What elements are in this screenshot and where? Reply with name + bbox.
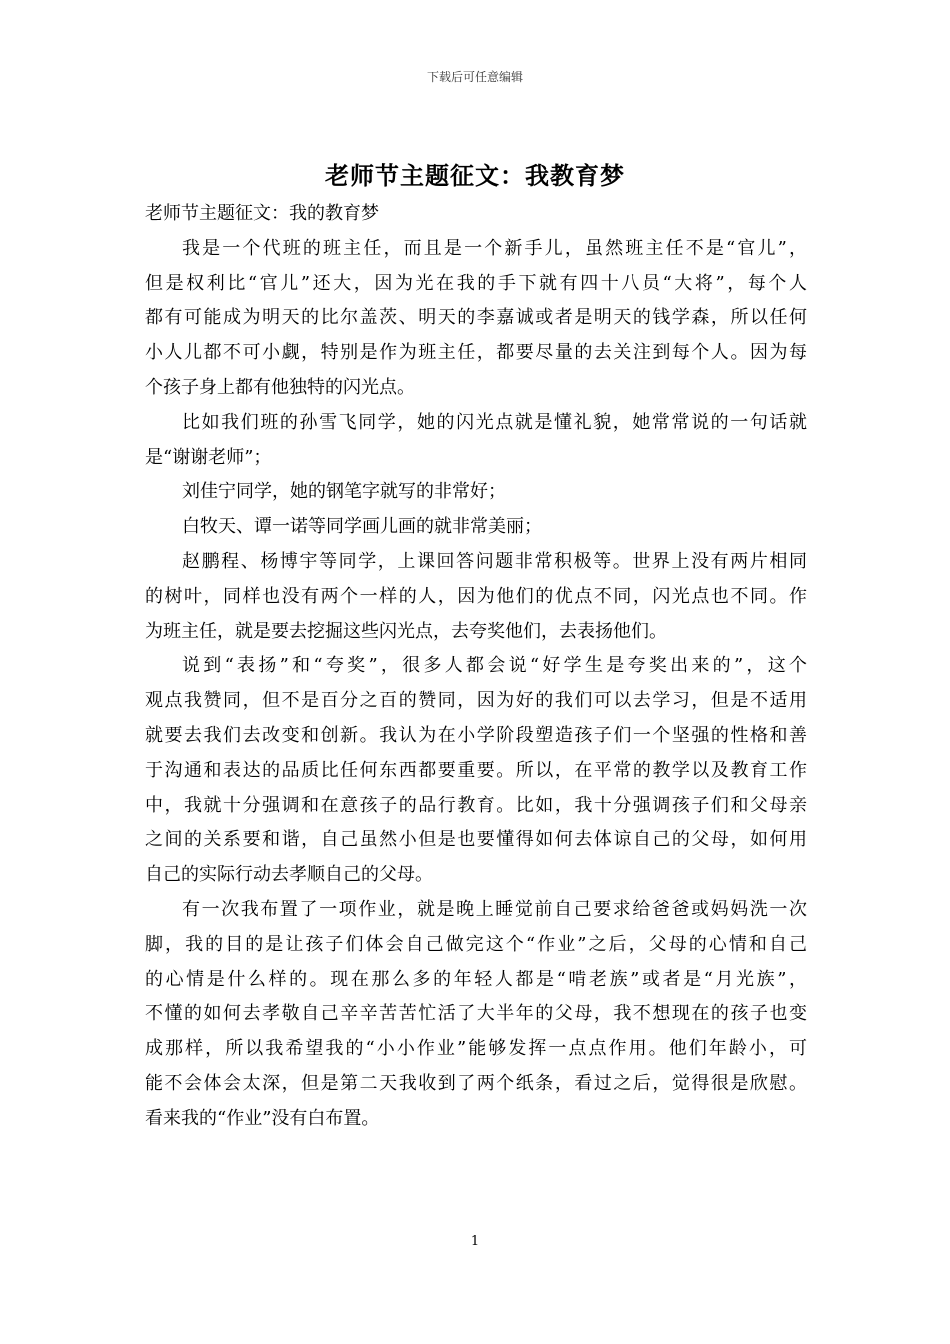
document-title: 老师节主题征文：我教育梦: [325, 161, 625, 190]
text-line: 比如我们班的孙雪飞同学，她的闪光点就是懂礼貌，她常常说的一句话就: [182, 411, 807, 433]
text-line: 但是权利比“官儿”还大，因为光在我的手下就有四十八员“大将”，每个人: [145, 272, 807, 294]
page-number: 1: [470, 1234, 480, 1249]
text-line: 之间的关系要和谐，自己虽然小但是也要懂得如何去体谅自己的父母，如何用: [145, 829, 807, 851]
header-note: 下载后可任意编辑: [426, 70, 523, 84]
text-line: 个孩子身上都有他独特的闪光点。: [145, 376, 415, 398]
text-line: 小人儿都不可小觑，特别是作为班主任，都要尽量的去关注到每个人。因为每: [145, 342, 807, 364]
text-line: 的树叶，同样也没有两个一样的人，因为他们的优点不同，闪光点也不同。作: [145, 585, 807, 607]
text-line: 老师节主题征文：我的教育梦: [145, 203, 379, 224]
text-line: 脚，我的目的是让孩子们体会自己做完这个“作业”之后，父母的心情和自己: [145, 933, 807, 955]
text-line: 观点我赞同，但不是百分之百的赞同，因为好的我们可以去学习，但是不适用: [145, 690, 807, 712]
text-line: 刘佳宁同学，她的钢笔字就写的非常好；: [182, 481, 506, 503]
text-line: 中，我就十分强调和在意孩子的品行教育。比如，我十分强调孩子们和父母亲: [145, 794, 807, 816]
text-line: 看来我的“作业”没有白布置。: [145, 1107, 380, 1129]
text-line: 的心情是什么样的。现在那么多的年轻人都是“啃老族”或者是“月光族”，: [145, 968, 807, 990]
text-line: 是“谢谢老师”；: [145, 446, 272, 468]
text-line: 我是一个代班的班主任，而且是一个新手儿，虽然班主任不是“官儿”，: [182, 237, 807, 259]
text-line: 赵鹏程、杨博宇等同学，上课回答问题非常积极等。世界上没有两片相同: [182, 550, 807, 572]
text-line: 说到“表扬”和“夸奖”，很多人都会说“好学生是夸奖出来的”，这个: [182, 655, 807, 677]
text-line: 能不会体会太深，但是第二天我收到了两个纸条，看过之后，觉得很是欣慰。: [145, 1072, 807, 1094]
text-line: 白牧天、谭一诺等同学画儿画的就非常美丽；: [182, 516, 542, 538]
text-line: 自己的实际行动去孝顺自己的父母。: [145, 864, 433, 886]
text-line: 为班主任，就是要去挖掘这些闪光点，去夸奖他们，去表扬他们。: [145, 620, 667, 642]
text-line: 有一次我布置了一项作业，就是晚上睡觉前自己要求给爸爸或妈妈洗一次: [182, 898, 807, 920]
text-line: 就要去我们去改变和创新。我认为在小学阶段塑造孩子们一个坚强的性格和善: [145, 724, 807, 746]
text-line: 都有可能成为明天的比尔盖茨、明天的李嘉诚或者是明天的钱学森，所以任何: [145, 307, 807, 329]
text-line: 成那样，所以我希望我的“小小作业”能够发挥一点点作用。他们年龄小，可: [145, 1038, 807, 1060]
document-body: [145, 197, 807, 1137]
text-line: 于沟通和表达的品质比任何东西都要重要。所以，在平常的教学以及教育工作: [145, 759, 807, 781]
text-line: 不懂的如何去孝敬自己辛辛苦苦忙活了大半年的父母，我不想现在的孩子也变: [145, 1003, 807, 1025]
